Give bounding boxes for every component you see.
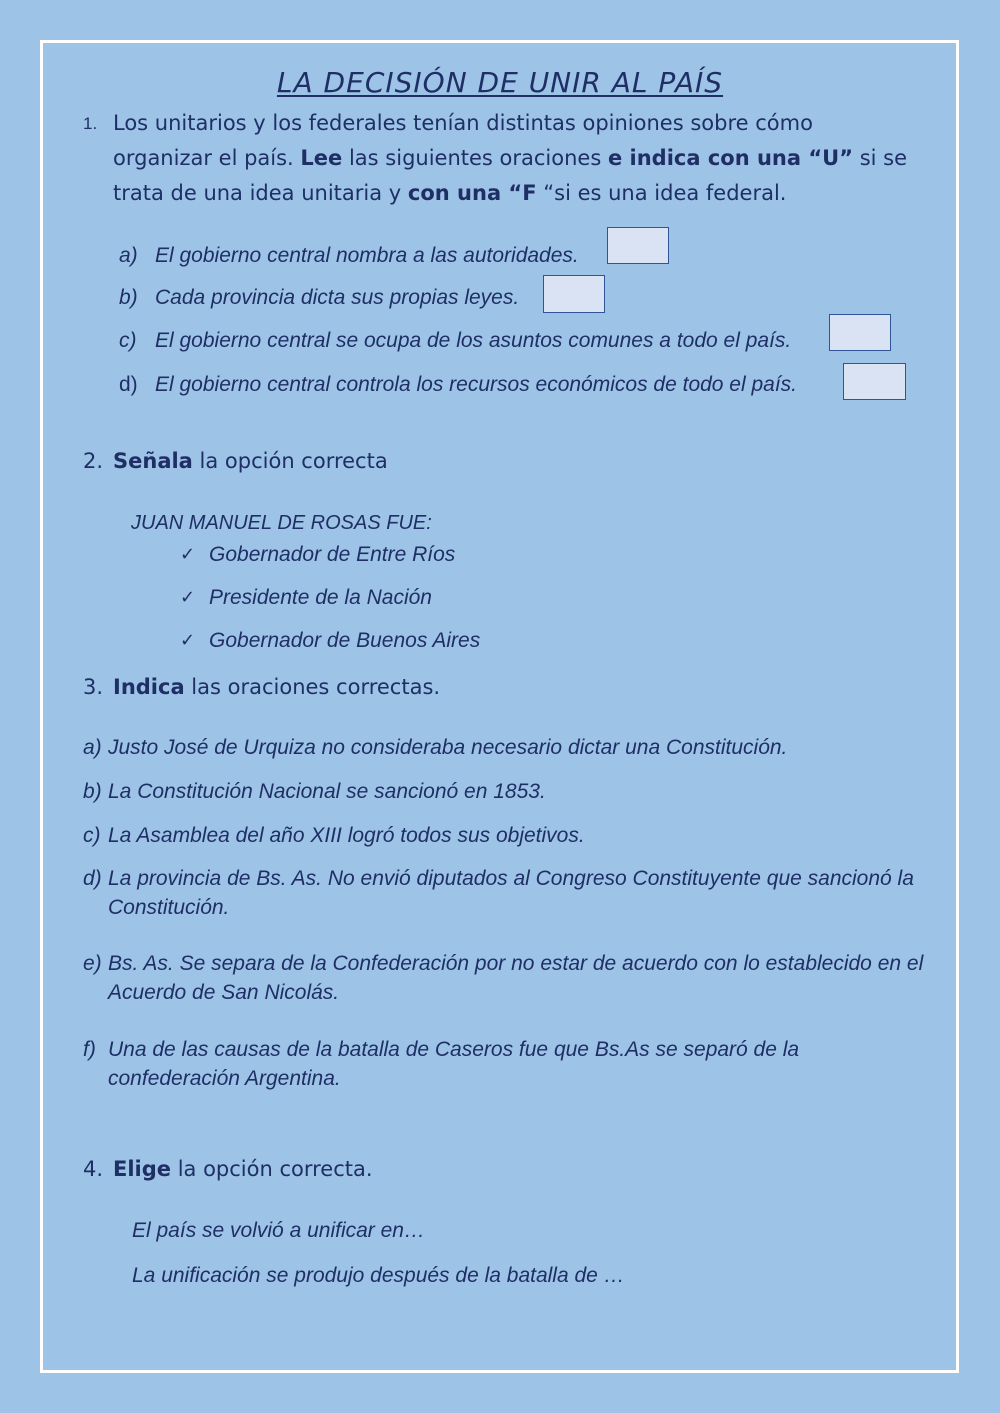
checkmark-icon: ✓ xyxy=(180,544,196,565)
q3-statement-label: e) xyxy=(83,952,102,975)
q3-statement-text: La Constitución Nacional se sancionó en 1853. xyxy=(108,780,546,803)
q1-line3-bold-f: con una “F xyxy=(407,181,537,205)
q2-heading xyxy=(113,448,388,474)
q1-item-label: a) xyxy=(119,244,138,267)
answer-box-a[interactable] xyxy=(607,227,669,264)
q2-heading-rest: la opción correcta xyxy=(192,449,388,473)
answer-box-d[interactable] xyxy=(843,363,906,400)
q3-statement-text: Bs. As. Se separa de la Confederación por no estar de acuerdo con lo establecido en el xyxy=(108,952,924,975)
q3-verb: Indica xyxy=(113,675,185,699)
answer-box-b[interactable] xyxy=(543,275,605,313)
q1-line2-bold-indica: e indica con una “U” xyxy=(607,146,854,170)
q4-heading xyxy=(113,1156,373,1182)
q4-prompt-2: La unificación se produjo después de la batalla de … xyxy=(132,1264,625,1287)
q2-option-text: Gobernador de Entre Ríos xyxy=(209,543,456,566)
q3-statement-label: b) xyxy=(83,780,102,803)
q1-item-label: c) xyxy=(119,329,137,352)
q3-statement-label: d) xyxy=(83,867,102,890)
q3-statement-text: Una de las causas de la batalla de Caseros fue que Bs.As se separó de la xyxy=(108,1038,800,1061)
q1-instruction-line3 xyxy=(113,180,787,206)
q3-heading xyxy=(113,674,440,700)
q3-statement-text-continued: Constitución. xyxy=(108,896,230,919)
q3-statement-text-continued: Acuerdo de San Nicolás. xyxy=(108,981,340,1004)
q1-item-text: El gobierno central se ocupa de los asuntos comunes a todo el país. xyxy=(155,329,792,352)
q2-option-text: Presidente de la Nación xyxy=(209,586,432,609)
q4-heading-rest: la opción correcta. xyxy=(171,1157,373,1181)
q3-statement-text: La Asamblea del año XIII logró todos sus objetivos. xyxy=(108,824,585,847)
checkmark-icon: ✓ xyxy=(180,630,196,651)
q4-prompt-1: El país se volvió a unificar en… xyxy=(132,1219,425,1242)
q3-statement-label: a) xyxy=(83,736,102,759)
answer-box-c[interactable] xyxy=(829,314,891,351)
q1-line2-text-b: las siguientes oraciones xyxy=(342,146,608,170)
q1-item-label: d) xyxy=(119,373,138,396)
q1-line3-text-a: trata de una idea unitaria y xyxy=(113,181,408,205)
q3-heading-rest: las oraciones correctas. xyxy=(184,675,441,699)
q3-statement-text: Justo José de Urquiza no consideraba necesario dictar una Constitución. xyxy=(108,736,788,759)
q1-line3-text-b: “si es una idea federal. xyxy=(536,181,787,205)
q1-instruction-line1: Los unitarios y los federales tenían distintas opiniones sobre cómo xyxy=(113,111,813,135)
q1-item-text: El gobierno central nombra a las autoridades. xyxy=(155,244,579,267)
q1-item-text: El gobierno central controla los recursos económicos de todo el país. xyxy=(155,373,798,396)
worksheet-title: LA DECISIÓN DE UNIR AL PAÍS xyxy=(276,66,724,99)
q2-prompt: JUAN MANUEL DE ROSAS FUE: xyxy=(131,512,432,534)
q1-item-label: b) xyxy=(119,286,138,309)
q1-number: 1. xyxy=(83,114,98,133)
q1-line2-text-c: si se xyxy=(853,146,908,170)
q1-instruction-line2 xyxy=(113,145,907,171)
q3-statement-text-continued: confederación Argentina. xyxy=(108,1067,341,1090)
q3-statement-label: f) xyxy=(83,1038,96,1061)
q1-item-text: Cada provincia dicta sus propias leyes. xyxy=(155,286,520,309)
q3-number: 3. xyxy=(83,675,104,699)
q2-verb: Señala xyxy=(113,449,193,473)
q4-number: 4. xyxy=(83,1157,104,1181)
q2-number: 2. xyxy=(83,449,104,473)
q4-verb: Elige xyxy=(113,1157,172,1181)
q3-statement-text: La provincia de Bs. As. No envió diputados al Congreso Constituyente que sancionó la xyxy=(108,867,914,890)
checkmark-icon: ✓ xyxy=(180,587,196,608)
q2-option-text: Gobernador de Buenos Aires xyxy=(209,629,481,652)
q1-line2-bold-lee: Lee xyxy=(300,146,343,170)
q1-line2-text-a: organizar el país. xyxy=(113,146,301,170)
q3-statement-label: c) xyxy=(83,824,101,847)
